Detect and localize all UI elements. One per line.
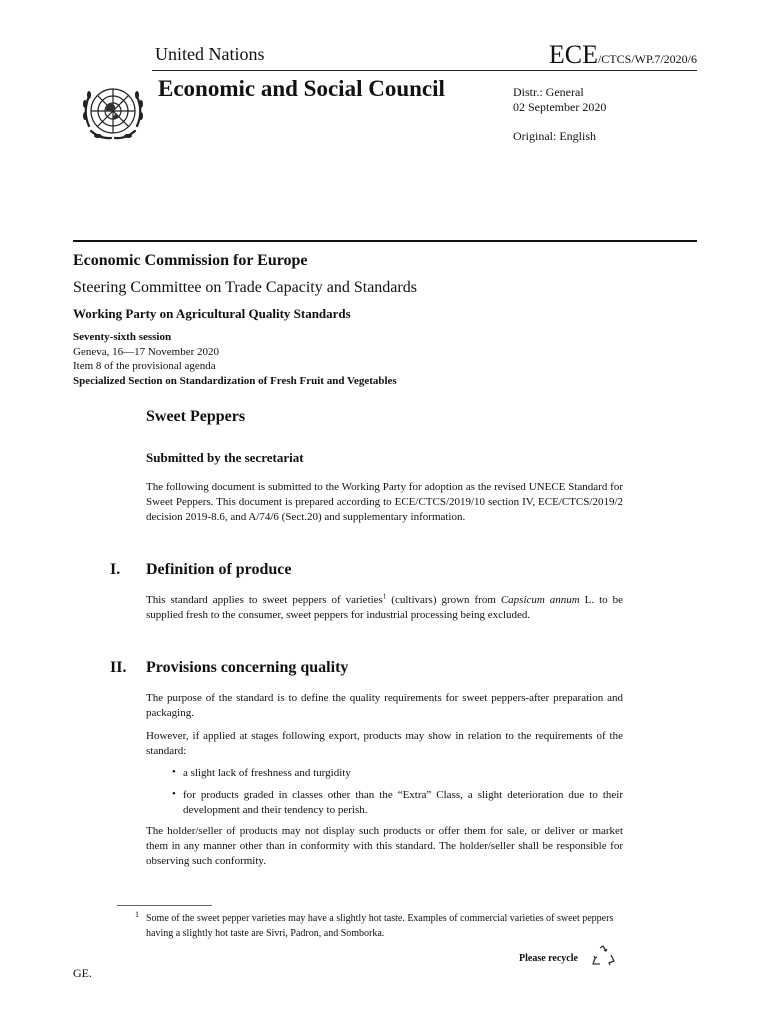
document-symbol [549, 40, 697, 70]
section-1-text-mid: (cultivars) grown from [386, 594, 501, 606]
footnote-ref[interactable]: 1 [382, 592, 387, 601]
section-1-title: Definition of produce [146, 561, 292, 578]
section-1-text-before: This standard applies to sweet peppers of varieties [146, 594, 383, 606]
section-2-paragraph-3: The holder/seller of products may not display such products or offer them for sale, or deliver or market them in any manner other than in conformity with this standard. The holder/seller shall be responsible for observing such conformity. [146, 825, 623, 868]
organization-name: United Nations [155, 44, 265, 64]
footnote-number: 1 [135, 910, 139, 919]
please-recycle-label: Please recycle [519, 953, 578, 964]
section-1-text-after: L. to be supplied fresh to the consumer, sweet peppers for industrial processing being excluded. [146, 594, 623, 622]
species-name: Capsicum annum [500, 594, 580, 606]
section-divider [73, 240, 697, 242]
section-1-paragraph [146, 593, 623, 623]
council-title: Economic and Social Council [158, 76, 445, 101]
agenda-item: Item 8 of the provisional agenda [73, 360, 216, 372]
section-2-title: Provisions concerning quality [146, 659, 349, 676]
intro-paragraph: The following document is submitted to the Working Party for adoption as the revised UNECE Standard for Sweet Peppers. This document is prepared according to ECE/CTCS/2019/10 section IV, ECE/CTCS/2019/2 decision 2019-8.6, and A/74/6 (Sect.20) and supplementary information. [146, 481, 623, 524]
document-date: 02 September 2020 [513, 100, 607, 114]
section-2-paragraph-1: The purpose of the standard is to define the quality requirements for sweet peppers-after preparation and packaging. [146, 692, 623, 720]
bullet-mark-1: • [172, 766, 176, 778]
bullet-1: a slight lack of freshness and turgidity [183, 767, 351, 779]
section-2-number: II. [110, 659, 127, 676]
recycle-icon [591, 945, 615, 967]
section-2-paragraph-2: However, if applied at stages following export, products may show in relation to the requirements of the standard: [146, 730, 623, 758]
footnote-text: Some of the sweet pepper varieties may have a slightly hot taste. Examples of commercial varieties of sweet peppers having a slightly hot taste are Sivri, Padron, and Somborka. [146, 913, 614, 939]
session-name: Seventy-sixth session [73, 331, 172, 343]
specialized-section: Specialized Section on Standardization of Fresh Fruit and Vegetables [73, 374, 397, 387]
job-number: GE. [73, 966, 92, 980]
symbol-sub: /CTCS/WP.7/2020/6 [597, 52, 697, 66]
distribution-block [513, 85, 606, 115]
bullet-mark-2: • [172, 788, 176, 800]
un-emblem-icon [78, 76, 148, 146]
distribution: Distr.: General [513, 85, 584, 99]
original-language: Original: English [513, 129, 596, 143]
committee-name: Steering Committee on Trade Capacity and Standards [73, 279, 417, 296]
submitted-by: Submitted by the secretariat [146, 450, 304, 465]
section-1-number: I. [110, 561, 121, 578]
header-rule [152, 70, 697, 71]
bullet-2: for products graded in classes other than the “Extra” Class, a slight deterioration due to their development and their tendency to perish. [183, 789, 623, 817]
session-place-date: Geneva, 16—17 November 2020 [73, 345, 220, 358]
working-party-name: Working Party on Agricultural Quality Standards [73, 306, 351, 321]
footnote-rule [117, 905, 212, 906]
session-info [73, 330, 397, 388]
commission-title: Economic Commission for Europe [73, 252, 308, 269]
document-title: Sweet Peppers [146, 408, 246, 425]
symbol-main: ECE [548, 40, 598, 69]
